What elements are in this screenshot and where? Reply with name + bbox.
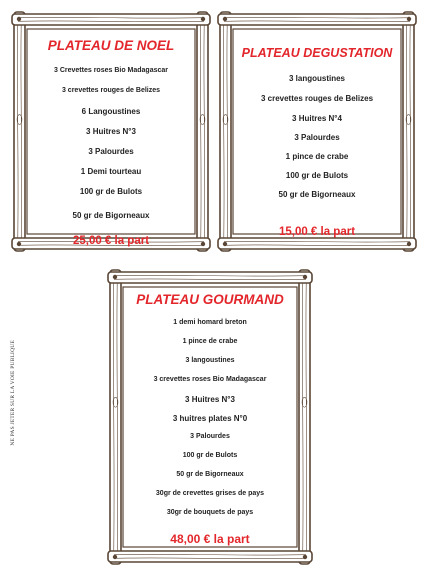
menu-items <box>132 319 288 528</box>
menu-item: 3 huitres plates N°0 <box>172 414 248 423</box>
menu-item: 3 Palourdes <box>190 433 230 440</box>
menu-item: 3 Palourdes <box>88 147 134 156</box>
menu-content <box>36 38 186 247</box>
menu-item: 6 Langoustines <box>81 107 141 116</box>
menu-item: 100 gr de Bulots <box>182 452 238 459</box>
side-note: NE PAS JETER SUR LA VOIE PUBLIQUE <box>10 340 16 446</box>
menu-item: 50 gr de Bigorneaux <box>278 190 356 199</box>
menu-title: PLATEAU GOURMAND <box>136 292 284 307</box>
menu-item: 30gr de bouquets de pays <box>166 509 254 516</box>
menu-title: PLATEAU DE NOEL <box>47 38 175 53</box>
menu-board-degustation <box>218 10 416 253</box>
menu-item: 3 langoustines <box>288 74 345 83</box>
menu-item: 50 gr de Bigorneaux <box>72 211 150 220</box>
menu-price: 15,00 € la part <box>278 226 356 238</box>
menu-item: 3 langoustines <box>185 357 235 364</box>
menu-item: 3 Huitres N°4 <box>292 114 342 123</box>
menu-item: 3 Crevettes roses Bio Madagascar <box>54 67 168 74</box>
menu-board-gourmand <box>108 268 312 566</box>
menu-item: 1 Demi tourteau <box>80 167 142 176</box>
menu-item: 1 pince de crabe <box>285 152 349 161</box>
menu-title: PLATEAU DEGUSTATION <box>241 46 393 60</box>
menu-item: 30gr de crevettes grises de pays <box>155 490 265 497</box>
menu-item: 100 gr de Bulots <box>79 187 143 196</box>
menu-items <box>238 74 396 210</box>
menu-item: 100 gr de Bulots <box>285 171 349 180</box>
menu-price: 25,00 € la part <box>72 235 150 247</box>
menu-content <box>238 46 396 238</box>
menu-item: 1 pince de crabe <box>182 338 238 345</box>
menu-items <box>36 67 186 231</box>
menu-item: 3 crevettes rouges de Belizes <box>260 94 374 103</box>
menu-item: 1 demi homard breton <box>173 319 247 326</box>
menu-content <box>132 292 288 546</box>
menu-price: 48,00 € la part <box>170 532 250 546</box>
menu-item: 50 gr de Bigorneaux <box>176 471 244 478</box>
menu-item: 3 Huitres N°3 <box>86 127 136 136</box>
menu-board-noel <box>12 10 210 253</box>
menu-item: 3 Palourdes <box>294 133 340 142</box>
menu-item: 3 crevettes rouges de Belizes <box>61 87 161 94</box>
menu-item: 3 crevettes roses Bio Madagascar <box>153 376 267 383</box>
menu-item: 3 Huitres N°3 <box>185 395 235 404</box>
